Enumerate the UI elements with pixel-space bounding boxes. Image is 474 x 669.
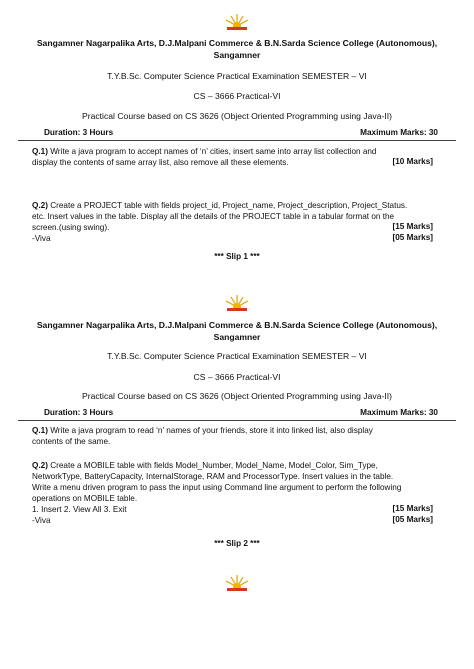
college-logo-icon — [223, 572, 251, 594]
college-place: Sangamner — [213, 50, 261, 60]
question-label: Q.2) — [32, 201, 48, 210]
question-1 — [32, 425, 440, 447]
college-logo-icon — [223, 292, 251, 314]
college-logo-icon — [223, 11, 251, 33]
viva-label: -Viva — [32, 234, 51, 243]
question-text-line: operations on MOBILE table. — [32, 494, 138, 503]
question-label: Q.2) — [32, 461, 48, 470]
slip-footer: *** Slip 1 *** — [214, 252, 260, 261]
college-name: Sangamner Nagarpalika Arts, D.J.Malpani Commerce & B.N.Sarda Science College (Autonomous), — [36, 320, 438, 330]
header-divider — [18, 420, 456, 421]
question-text-line: contents of the same. — [32, 437, 111, 446]
exam-title: T.Y.B.Sc. Computer Science Practical Examination SEMESTER – VI — [107, 71, 367, 81]
exam-title: T.Y.B.Sc. Computer Science Practical Examination SEMESTER – VI — [107, 351, 367, 361]
duration: Duration: 3 Hours — [44, 408, 114, 417]
question-text-line: Write a java program to read ‘n’ names of your friends, store it into linked list, also display — [47, 426, 373, 435]
question-text-line: Write a menu driven program to pass the input using Command line argument to perform the following — [32, 483, 402, 492]
viva-marks: [05 Marks] — [392, 515, 433, 524]
question-1 — [32, 146, 440, 168]
question-text-line: display the contents of same array list, also remove all these elements. — [32, 158, 289, 167]
question-text-line: Create a PROJECT table with fields project_id, Project_name, Project_description, Project_Status. — [47, 201, 408, 210]
question-text-line: NetworkType, BatteryCapacity, InternalStorage, RAM and ProcessorType. Insert values in the table. — [32, 472, 394, 481]
viva-label: -Viva — [32, 516, 51, 525]
question-2-marks: [15 Marks] — [392, 222, 433, 231]
question-text-line: Write a java program to accept names of ‘n’ cities, insert same into array list collection and — [47, 147, 377, 156]
question-text-line: 1. Insert 2. View All 3. Exit — [32, 505, 127, 514]
question-label: Q.1) — [32, 426, 48, 435]
slip-footer: *** Slip 2 *** — [214, 539, 260, 548]
max-marks: Maximum Marks: 30 — [360, 128, 438, 137]
question-text-line: screen.(using swing). — [32, 223, 110, 232]
practical-title: CS – 3666 Practical-VI — [193, 91, 281, 101]
course-title: Practical Course based on CS 3626 (Object Oriented Programming using Java-II) — [82, 111, 392, 121]
question-text-line: etc. Insert values in the table. Display all the details of the PROJECT table in a tabular format on the — [32, 212, 395, 221]
college-name: Sangamner Nagarpalika Arts, D.J.Malpani Commerce & B.N.Sarda Science College (Autonomous), — [36, 38, 438, 48]
duration: Duration: 3 Hours — [44, 128, 114, 137]
question-1-marks: [10 Marks] — [392, 157, 433, 166]
header-divider — [18, 140, 456, 141]
question-text-line: Create a MOBILE table with fields Model_Number, Model_Name, Model_Color, Sim_Type, — [47, 461, 378, 470]
course-title: Practical Course based on CS 3626 (Object Oriented Programming using Java-II) — [82, 391, 392, 401]
college-place: Sangamner — [213, 332, 261, 342]
question-label: Q.1) — [32, 147, 48, 156]
max-marks: Maximum Marks: 30 — [360, 408, 438, 417]
question-2 — [32, 200, 440, 244]
question-2 — [32, 460, 440, 526]
viva-marks: [05 Marks] — [392, 233, 433, 242]
practical-title: CS – 3666 Practical-VI — [193, 372, 281, 382]
question-2-marks: [15 Marks] — [392, 504, 433, 513]
